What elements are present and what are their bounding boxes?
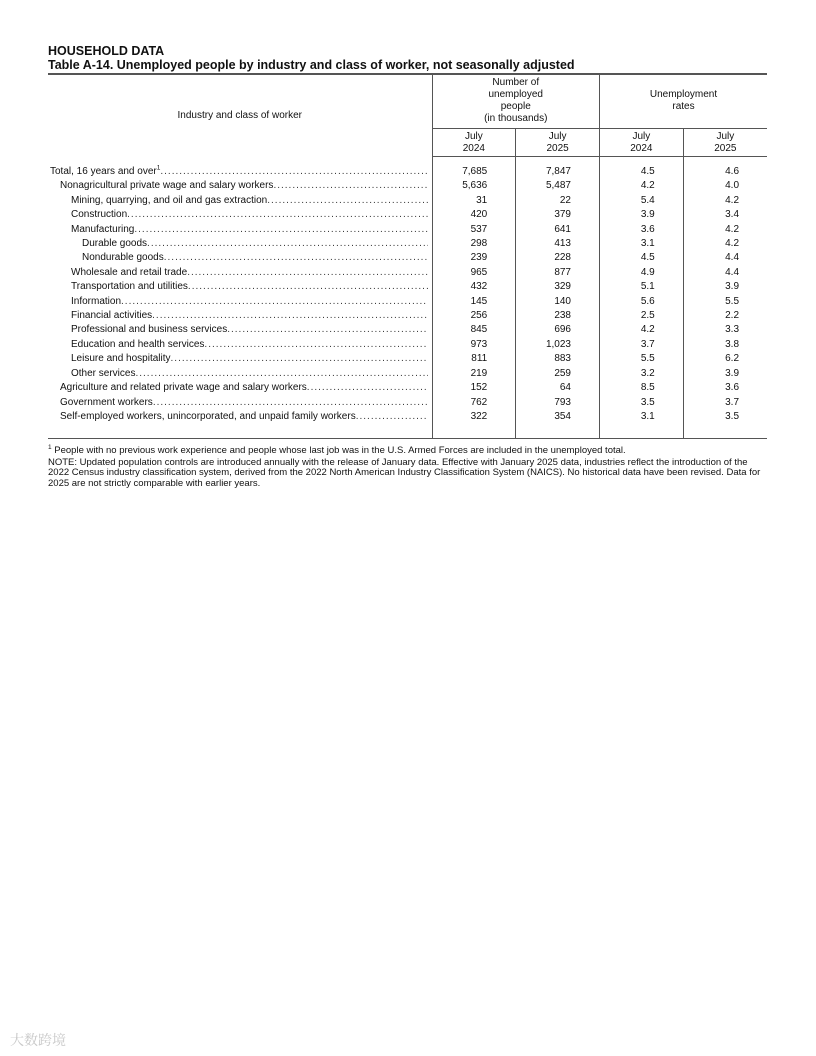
spacer-cell bbox=[432, 157, 516, 166]
value-cell: 4.2 bbox=[600, 323, 684, 337]
note-text: NOTE: Updated population controls are introduced annually with the release of January data. Effective with January 2025 data, industries reflect the introduction of the 2022 Census industry classification system, derived from the 2022 North American Industry Classification System (NAICS). No historical data have been revised. Data for 2025 are not strictly comparable with earlier years. bbox=[48, 456, 761, 489]
row-label: Construction bbox=[71, 209, 128, 221]
value-cell: 845 bbox=[432, 323, 516, 337]
year-header bbox=[516, 129, 600, 157]
row-label-holder bbox=[71, 323, 227, 337]
value-cell: 1,023 bbox=[516, 338, 600, 352]
value-cell: 140 bbox=[516, 295, 600, 309]
row-label: Durable goods bbox=[82, 238, 148, 250]
row-label: Transportation and utilities bbox=[71, 281, 188, 293]
row-label: Financial activities bbox=[71, 310, 153, 322]
value-cell: 298 bbox=[432, 237, 516, 251]
row-label-holder bbox=[71, 367, 135, 381]
row-label-cell bbox=[48, 410, 432, 424]
table-row bbox=[48, 323, 767, 337]
value-cell: 4.5 bbox=[600, 165, 684, 179]
value-cell: 228 bbox=[516, 251, 600, 265]
spacer-cell bbox=[48, 157, 432, 166]
row-label: Nonagricultural private wage and salary workers bbox=[60, 180, 274, 192]
footnote-1 bbox=[48, 446, 767, 457]
value-cell: 5.5 bbox=[725, 295, 740, 307]
spacer-cell bbox=[683, 157, 767, 166]
row-label-wrap bbox=[48, 223, 428, 237]
row-label-wrap bbox=[48, 266, 428, 280]
value-cell: 3.1 bbox=[600, 410, 684, 424]
row-label-cell bbox=[48, 323, 432, 337]
row-label-wrap bbox=[48, 410, 428, 424]
value-cell: 5.5 bbox=[600, 352, 684, 366]
table-row bbox=[48, 352, 767, 366]
value-cell: 5,487 bbox=[516, 179, 600, 193]
leader-dots bbox=[127, 208, 427, 222]
leader-dots bbox=[134, 223, 427, 237]
value-cell: 329 bbox=[516, 280, 600, 294]
spacer-cell bbox=[516, 157, 600, 166]
value-cell: 3.9 bbox=[600, 208, 684, 222]
value-cell: 8.5 bbox=[600, 381, 684, 395]
row-label-wrap bbox=[48, 381, 428, 395]
value-cell: 4.2 bbox=[725, 238, 740, 250]
number-header-line: people bbox=[500, 101, 531, 112]
value-cell: 965 bbox=[432, 266, 516, 280]
row-label: Nondurable goods bbox=[82, 252, 164, 264]
value-cell: 2.5 bbox=[600, 309, 684, 323]
value-cell: 239 bbox=[432, 251, 516, 265]
row-label-wrap bbox=[48, 352, 428, 366]
row-label-cell bbox=[48, 280, 432, 294]
table-row bbox=[48, 367, 767, 381]
value-cell: 2.2 bbox=[725, 310, 740, 322]
value-cell: 4.2 bbox=[725, 223, 740, 235]
row-label-cell bbox=[48, 295, 432, 309]
table-row bbox=[48, 208, 767, 222]
row-label: Other services bbox=[71, 367, 136, 379]
table-row bbox=[48, 223, 767, 237]
value-cell: 5,636 bbox=[432, 179, 516, 193]
row-label-holder bbox=[60, 396, 153, 410]
value-cell: 4.5 bbox=[600, 251, 684, 265]
row-label-wrap bbox=[48, 323, 428, 337]
value-cell: 793 bbox=[516, 396, 600, 410]
table-row bbox=[48, 165, 767, 179]
row-label: Self-employed workers, unincorporated, and unpaid family workers bbox=[60, 410, 356, 422]
row-label-wrap bbox=[48, 295, 428, 309]
value-cell: 3.9 bbox=[725, 367, 740, 379]
rates-header-line: Unemployment bbox=[649, 89, 718, 100]
value-cell: 238 bbox=[516, 309, 600, 323]
row-label: Total, 16 years and over bbox=[50, 166, 157, 177]
number-group-header bbox=[432, 75, 600, 129]
number-header-line: Number of bbox=[492, 77, 540, 88]
spacer-cell bbox=[432, 424, 516, 438]
value-cell: 3.1 bbox=[600, 237, 684, 251]
value-cell: 219 bbox=[432, 367, 516, 381]
table-row bbox=[48, 251, 767, 265]
value-cell: 4.4 bbox=[725, 252, 740, 264]
row-label-holder bbox=[71, 194, 267, 208]
notes bbox=[48, 446, 767, 489]
value-cell: 3.6 bbox=[600, 223, 684, 237]
watermark: 大数跨境 bbox=[10, 1032, 66, 1048]
row-label: Professional and business services bbox=[71, 324, 228, 336]
value-cell: 4.6 bbox=[725, 166, 740, 177]
row-label-wrap bbox=[48, 280, 428, 294]
year-header-month: July bbox=[464, 131, 483, 142]
row-label-wrap bbox=[48, 396, 428, 410]
value-cell: 973 bbox=[432, 338, 516, 352]
rates-group-header bbox=[600, 75, 768, 129]
row-label-holder bbox=[71, 338, 204, 352]
leader-dots bbox=[307, 381, 428, 395]
leader-dots bbox=[187, 266, 427, 280]
row-label-cell bbox=[48, 338, 432, 352]
data-table bbox=[48, 75, 767, 438]
year-header bbox=[432, 129, 516, 157]
row-label: Wholesale and retail trade bbox=[71, 266, 188, 278]
row-label: Agriculture and related private wage and salary workers bbox=[60, 382, 307, 394]
row-label: Manufacturing bbox=[71, 223, 135, 235]
row-label-holder bbox=[71, 266, 187, 280]
number-header-line: (in thousands) bbox=[484, 113, 548, 124]
value-cell: 354 bbox=[516, 410, 600, 424]
year-header bbox=[600, 129, 684, 157]
row-label-cell bbox=[48, 223, 432, 237]
year-header-month: July bbox=[548, 131, 567, 142]
year-header bbox=[683, 129, 767, 157]
table-row bbox=[48, 237, 767, 251]
row-label-wrap bbox=[48, 208, 428, 222]
industry-column-header: Industry and class of worker bbox=[48, 75, 432, 157]
row-label-cell bbox=[48, 309, 432, 323]
leader-dots bbox=[188, 280, 428, 294]
spacer-cell bbox=[48, 424, 432, 438]
value-cell: 762 bbox=[432, 396, 516, 410]
value-cell: 537 bbox=[432, 223, 516, 237]
value-cell: 4.2 bbox=[600, 179, 684, 193]
row-label-holder bbox=[71, 309, 152, 323]
table-row bbox=[48, 309, 767, 323]
table-row bbox=[48, 338, 767, 352]
value-cell: 3.3 bbox=[725, 324, 740, 336]
value-cell: 883 bbox=[516, 352, 600, 366]
table-row bbox=[48, 194, 767, 208]
value-cell: 22 bbox=[516, 194, 600, 208]
row-label-holder bbox=[60, 179, 273, 193]
leader-dots bbox=[273, 179, 427, 193]
table-title: Table A-14. Unemployed people by industry and class of worker, not seasonally adjusted bbox=[48, 58, 575, 72]
row-label-holder bbox=[71, 280, 188, 294]
end-spacer-row bbox=[48, 424, 767, 438]
value-cell: 3.9 bbox=[725, 281, 740, 293]
table-row bbox=[48, 396, 767, 410]
leader-dots bbox=[356, 410, 428, 424]
value-cell: 3.5 bbox=[600, 396, 684, 410]
value-cell: 145 bbox=[432, 295, 516, 309]
value-cell: 420 bbox=[432, 208, 516, 222]
row-label: Leisure and hospitality bbox=[71, 353, 171, 365]
value-cell: 5.6 bbox=[600, 295, 684, 309]
table-row bbox=[48, 381, 767, 395]
row-label-wrap bbox=[48, 179, 428, 193]
value-cell: 3.7 bbox=[600, 338, 684, 352]
row-label-holder bbox=[71, 223, 134, 237]
value-cell: 7,685 bbox=[432, 165, 516, 179]
leader-dots bbox=[267, 194, 427, 208]
row-label-cell bbox=[48, 266, 432, 280]
row-label-wrap bbox=[48, 251, 428, 265]
row-label-holder bbox=[71, 208, 127, 222]
row-label-wrap bbox=[48, 367, 428, 381]
leader-dots bbox=[121, 295, 427, 309]
leader-dots bbox=[147, 237, 427, 251]
row-label-cell bbox=[48, 381, 432, 395]
row-label-cell bbox=[48, 165, 432, 179]
row-label: Information bbox=[71, 295, 122, 307]
row-label-wrap bbox=[48, 338, 428, 352]
leader-dots bbox=[135, 367, 427, 381]
row-label-holder bbox=[82, 251, 164, 265]
row-label-wrap bbox=[48, 194, 428, 208]
row-label-cell bbox=[48, 179, 432, 193]
row-label-holder bbox=[60, 381, 307, 395]
row-label: Government workers bbox=[60, 396, 153, 408]
value-cell: 379 bbox=[516, 208, 600, 222]
row-label-holder bbox=[50, 165, 160, 179]
spacer-cell bbox=[516, 424, 600, 438]
row-label-cell bbox=[48, 352, 432, 366]
value-cell: 877 bbox=[516, 266, 600, 280]
row-label-wrap bbox=[48, 237, 428, 251]
row-label-wrap bbox=[48, 165, 428, 179]
footnote-marker: 1 bbox=[48, 444, 52, 452]
row-label-cell bbox=[48, 237, 432, 251]
value-cell: 4.0 bbox=[725, 180, 740, 192]
row-label-holder bbox=[60, 410, 356, 424]
value-cell: 5.1 bbox=[600, 280, 684, 294]
year-header-year: 2024 bbox=[630, 143, 653, 154]
value-cell: 7,847 bbox=[516, 165, 600, 179]
table-row bbox=[48, 266, 767, 280]
row-label-holder bbox=[82, 237, 147, 251]
value-cell: 3.7 bbox=[725, 396, 740, 408]
row-label-cell bbox=[48, 194, 432, 208]
value-cell: 3.4 bbox=[725, 209, 740, 221]
footnote-1-text: People with no previous work experience and people whose last job was in the U.S. Armed Forces are included in the unemployed total. bbox=[54, 445, 626, 457]
value-cell: 3.5 bbox=[725, 410, 740, 422]
value-cell: 256 bbox=[432, 309, 516, 323]
value-cell: 6.2 bbox=[725, 353, 740, 365]
leader-dots bbox=[227, 323, 427, 337]
row-label: Education and health services bbox=[71, 338, 205, 350]
leader-dots bbox=[152, 309, 427, 323]
document-page bbox=[48, 44, 767, 490]
leader-dots bbox=[153, 396, 428, 410]
value-cell: 4.4 bbox=[725, 266, 740, 278]
leader-dots bbox=[204, 338, 427, 352]
table-row bbox=[48, 280, 767, 294]
value-cell: 259 bbox=[516, 367, 600, 381]
bottom-rule bbox=[48, 438, 767, 439]
year-header-month: July bbox=[716, 131, 735, 142]
row-label-holder bbox=[71, 295, 121, 309]
value-cell: 64 bbox=[516, 381, 600, 395]
value-cell: 3.6 bbox=[725, 382, 740, 394]
section-heading: HOUSEHOLD DATA bbox=[48, 44, 165, 58]
number-header-line: unemployed bbox=[488, 89, 543, 100]
leader-dots bbox=[160, 165, 427, 179]
row-label-wrap bbox=[48, 309, 428, 323]
table-body bbox=[48, 157, 767, 439]
value-cell: 696 bbox=[516, 323, 600, 337]
row-label-cell bbox=[48, 251, 432, 265]
row-label-cell bbox=[48, 208, 432, 222]
value-cell: 811 bbox=[432, 352, 516, 366]
footnote-ref: 1 bbox=[156, 165, 161, 172]
table-row bbox=[48, 179, 767, 193]
value-cell: 3.2 bbox=[600, 367, 684, 381]
year-header-year: 2024 bbox=[462, 143, 485, 154]
value-cell: 322 bbox=[432, 410, 516, 424]
rates-header-line: rates bbox=[672, 101, 695, 112]
spacer-cell bbox=[600, 157, 684, 166]
leader-dots bbox=[164, 251, 428, 265]
leader-dots bbox=[171, 352, 428, 366]
value-cell: 5.4 bbox=[600, 194, 684, 208]
value-cell: 413 bbox=[516, 237, 600, 251]
value-cell: 4.9 bbox=[600, 266, 684, 280]
value-cell: 31 bbox=[432, 194, 516, 208]
value-cell: 3.8 bbox=[725, 338, 740, 350]
row-label: Mining, quarrying, and oil and gas extraction bbox=[71, 194, 268, 206]
year-header-year: 2025 bbox=[714, 143, 737, 154]
year-header-year: 2025 bbox=[546, 143, 569, 154]
row-label-holder bbox=[71, 352, 171, 366]
value-cell: 432 bbox=[432, 280, 516, 294]
table-row bbox=[48, 295, 767, 309]
value-cell: 152 bbox=[432, 381, 516, 395]
spacer-cell bbox=[683, 424, 767, 438]
spacer-row bbox=[48, 157, 767, 166]
row-label-cell bbox=[48, 396, 432, 410]
row-label-cell bbox=[48, 367, 432, 381]
value-cell: 4.2 bbox=[725, 194, 740, 206]
year-header-month: July bbox=[632, 131, 651, 142]
spacer-cell bbox=[600, 424, 684, 438]
value-cell: 641 bbox=[516, 223, 600, 237]
table-row bbox=[48, 410, 767, 424]
